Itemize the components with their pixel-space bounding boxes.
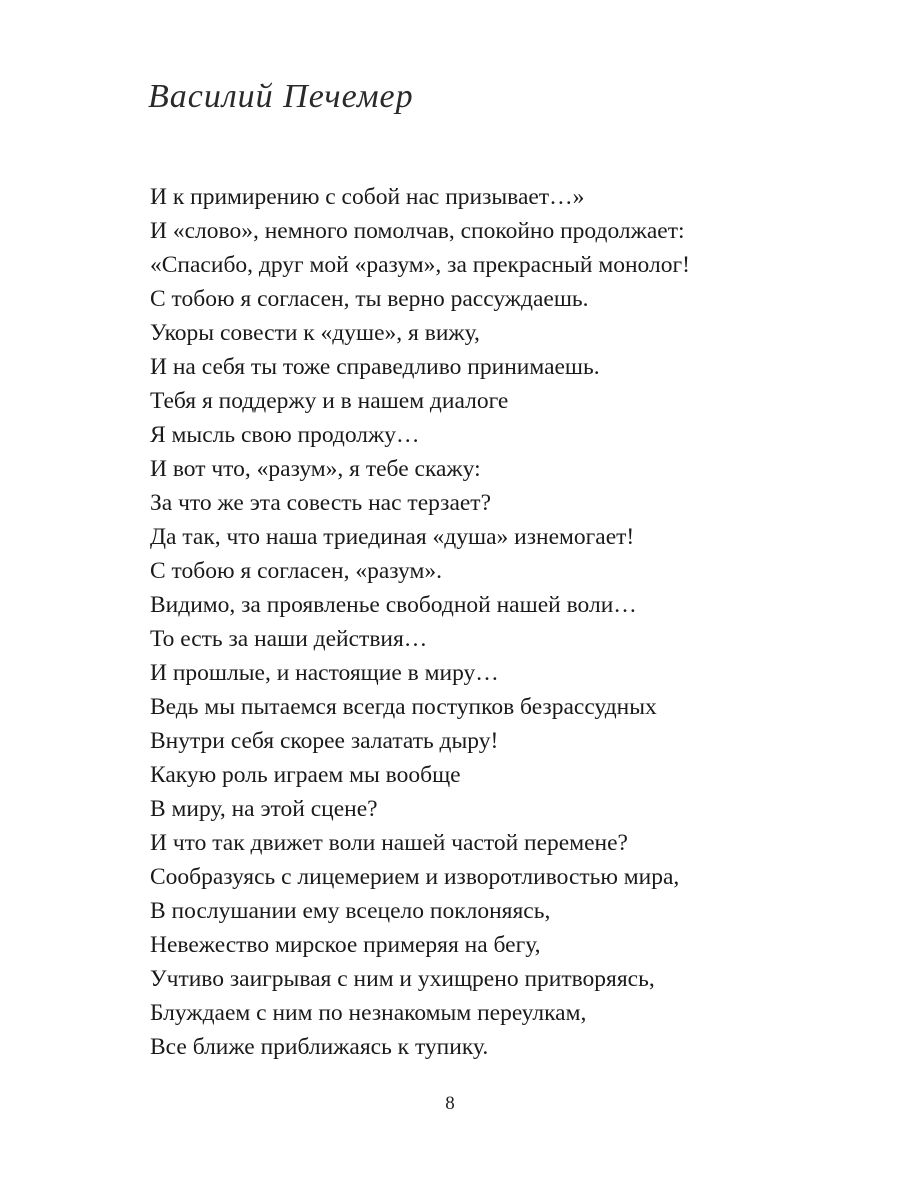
poem-line: Ведь мы пытаемся всегда поступков безрассудных bbox=[150, 694, 657, 720]
poem-line: Все ближе приближаясь к тупику. bbox=[150, 1034, 489, 1060]
poem-line: Блуждаем с ним по незнакомым переулкам, bbox=[150, 1000, 587, 1026]
page-number: 8 bbox=[445, 1093, 455, 1114]
poem-line: Укоры совести к «душе», я вижу, bbox=[150, 320, 480, 346]
poem-line: Внутри себя скорее залатать дыру! bbox=[150, 728, 499, 754]
poem-line: Тебя я поддержу и в нашем диалоге bbox=[150, 388, 509, 414]
poem-line: С тобою я согласен, «разум». bbox=[150, 558, 442, 584]
poem-line: И что так движет воли нашей частой перемене? bbox=[150, 830, 628, 856]
poem-line: «Спасибо, друг мой «разум», за прекрасный монолог! bbox=[150, 252, 690, 278]
poem-line: И к примирению с собой нас призывает…» bbox=[150, 184, 585, 210]
poem-line: В миру, на этой сцене? bbox=[150, 796, 378, 822]
poem-line: Какую роль играем мы вообще bbox=[150, 762, 461, 788]
running-head-author: Василий Печемер bbox=[148, 78, 414, 115]
poem-line: В послушании ему всецело поклоняясь, bbox=[150, 898, 551, 924]
poem-line: Сообразуясь с лицемерием и изворотливостью мира, bbox=[150, 864, 680, 890]
poem-line: Учтиво заигрывая с ним и ухищрено притворяясь, bbox=[150, 966, 655, 992]
poem-line: Я мысль свою продолжу… bbox=[150, 422, 420, 448]
poem-line: И вот что, «разум», я тебе скажу: bbox=[150, 456, 481, 482]
poem-line: И на себя ты тоже справедливо принимаешь. bbox=[150, 354, 600, 380]
poem-line: И прошлые, и настоящие в миру… bbox=[150, 660, 499, 686]
poem-line: Невежество мирское примеряя на бегу, bbox=[150, 932, 541, 958]
poem-line: Видимо, за проявленье свободной нашей воли… bbox=[150, 592, 637, 618]
poem-line: С тобою я согласен, ты верно рассуждаешь. bbox=[150, 286, 589, 312]
poem-text bbox=[150, 180, 790, 1064]
poem-line: За что же эта совесть нас терзает? bbox=[150, 490, 492, 516]
poem-line: То есть за наши действия… bbox=[150, 626, 428, 652]
poem-line: Да так, что наша триединая «душа» изнемогает! bbox=[150, 524, 635, 550]
poem-line: И «слово», немного помолчав, спокойно продолжает: bbox=[150, 218, 685, 244]
